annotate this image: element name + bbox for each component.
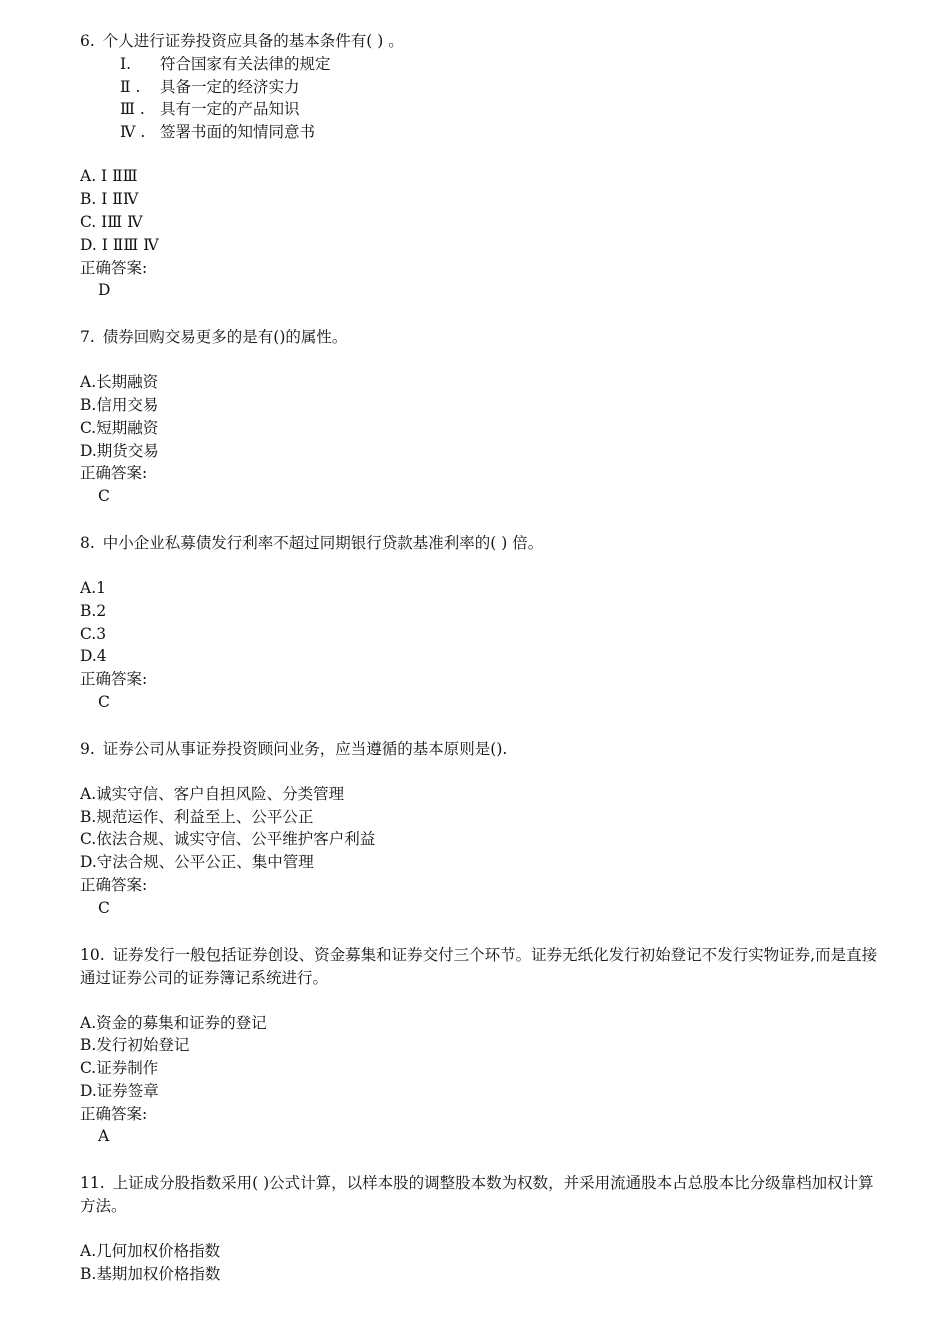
option-a: A.长期融资 [80,373,159,392]
option-list [80,371,880,462]
option-d: D.证券签章 [80,1081,159,1100]
answer-value: C [98,487,110,506]
option-list [80,783,880,874]
option-d: D.守法合规、公平公正、集中管理 [80,853,314,872]
answer-value: A [98,1127,110,1146]
question-10 [80,944,880,1149]
option-a: A. Ⅰ ⅡⅢ [80,167,138,186]
option-c: C.证券制作 [80,1059,159,1078]
option-b: B.发行初始登记 [80,1036,190,1055]
statement-text: 符合国家有关法律的规定 [160,55,331,73]
statement-numeral: Ⅰ. [120,55,132,73]
question-11 [80,1172,880,1286]
question-number: 11. [80,1174,105,1193]
answer-value: D [98,281,111,300]
question-text: 证券发行一般包括证券创设、资金募集和证券交付三个环节。证券无纸化发行初始登记不发行实物证券,而是直接通过证券公司的证券簿记系统进行。 [80,945,878,987]
option-c: C.依法合规、诚实守信、公平维护客户利益 [80,830,376,849]
question-stem [80,1172,880,1218]
option-a: A.诚实守信、客户自担风险、分类管理 [80,784,345,803]
statement-list [80,53,880,143]
option-d: D.4 [80,647,107,666]
question-9 [80,738,880,920]
option-list [80,1240,880,1286]
question-stem [80,944,880,990]
option-d: D. Ⅰ ⅡⅢ Ⅳ [80,235,159,254]
option-b: B.基期加权价格指数 [80,1265,221,1284]
option-d: D.期货交易 [80,441,159,460]
question-text: 上证成分股指数采用( )公式计算，以样本股的调整股本数为权数，并采用流通股本占总股本比分级靠档加权计算方法。 [80,1174,874,1216]
spacer [80,714,880,738]
spacer [80,920,880,944]
answer-label: 正确答案: [80,258,148,277]
answer-label: 正确答案: [80,670,148,689]
question-number: 6. [80,32,95,50]
option-c: C. ⅠⅢ Ⅳ [80,212,143,231]
statement-text: 具备一定的经济实力 [160,77,300,96]
question-7 [80,326,880,508]
answer-label: 正确答案: [80,1104,148,1123]
statement-numeral: Ⅱ . [120,77,141,96]
question-text: 中小企业私募债发行利率不超过同期银行贷款基准利率的( ) 倍。 [102,533,544,552]
option-list [80,165,880,256]
option-a: A.1 [80,578,106,597]
spacer [80,508,880,532]
option-b: B.2 [80,601,107,620]
question-stem [80,738,880,761]
option-b: B. Ⅰ ⅡⅣ [80,190,139,209]
option-list [80,577,880,668]
option-c: C.3 [80,624,107,643]
statement-text: 具有一定的产品知识 [160,100,300,119]
statement-numeral: Ⅳ . [120,122,146,141]
question-number: 9. [80,739,95,758]
statement-item [120,98,880,121]
statement-item [120,121,880,144]
option-a: A.几何加权价格指数 [80,1242,221,1261]
statement-item [120,53,880,76]
statement-item [120,76,880,99]
question-8 [80,532,880,714]
answer-value: C [98,692,110,711]
statement-text: 签署书面的知情同意书 [160,122,316,141]
spacer [80,302,880,326]
question-text: 证券公司从事证券投资顾问业务，应当遵循的基本原则是(). [102,739,508,758]
spacer [80,1148,880,1172]
question-text: 债券回购交易更多的是有()的属性。 [102,328,348,347]
option-a: A.资金的募集和证券的登记 [80,1013,267,1032]
question-text: 个人进行证券投资应具备的基本条件有( ) 。 [102,32,404,50]
option-c: C.短期融资 [80,418,159,437]
question-number: 7. [80,328,95,347]
option-b: B.规范运作、利益至上、公平公正 [80,807,314,826]
question-stem [80,326,880,349]
question-6 [80,30,880,302]
answer-label: 正确答案: [80,875,148,894]
question-stem [80,30,880,53]
answer-value: C [98,898,110,917]
question-stem [80,532,880,555]
answer-label: 正确答案: [80,464,148,483]
document-body [80,30,880,1286]
option-list [80,1012,880,1103]
question-number: 10. [80,945,105,964]
statement-numeral: Ⅲ . [120,100,145,119]
question-number: 8. [80,533,95,552]
option-b: B.信用交易 [80,395,159,414]
